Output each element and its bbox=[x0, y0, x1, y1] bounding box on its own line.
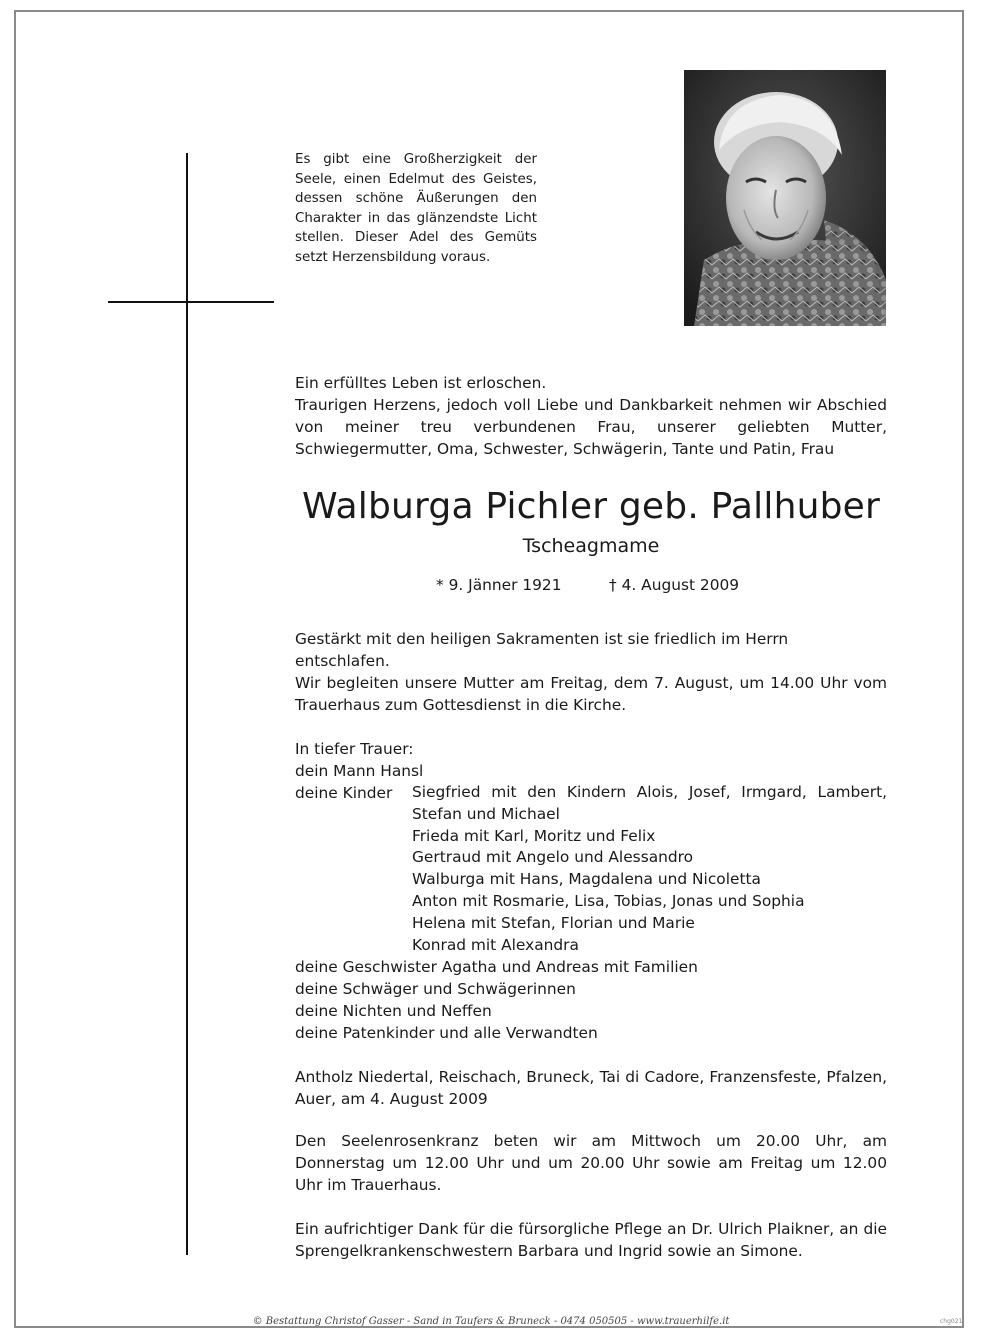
list-item: deine Geschwister Agatha und Andreas mit Familien bbox=[295, 958, 698, 976]
place-date-text: Antholz Niedertal, Reischach, Bruneck, Tai di Cadore, Franzensfeste, Pfalzen, Auer, am 4. August 2009 bbox=[295, 1068, 887, 1108]
children-list bbox=[412, 782, 887, 956]
list-item: Anton mit Rosmarie, Lisa, Tobias, Jonas und Sophia bbox=[412, 891, 805, 910]
list-item: Helena mit Stefan, Florian und Marie bbox=[412, 913, 695, 932]
list-item: Stefan und Michael bbox=[412, 804, 560, 823]
deceased-nickname: Tscheagmame bbox=[522, 535, 660, 557]
footer-credit: © Bestattung Christof Gasser - Sand in Taufers & Bruneck - 0474 050505 - www.trauerhilfe.it bbox=[252, 1316, 730, 1327]
portrait-photo-icon bbox=[684, 70, 886, 326]
death-date: † 4. August 2009 bbox=[609, 576, 740, 594]
document-code: chg021 bbox=[940, 1318, 963, 1325]
list-item: Walburga mit Hans, Magdalena und Nicoletta bbox=[412, 870, 761, 889]
mourners-heading: In tiefer Trauer: bbox=[295, 740, 414, 758]
memorial-quote: Es gibt eine Großherzigkeit der Seele, einen Edelmut des Geistes, dessen schöne Äußerungen den Charakter in das glänzendste Licht stellen. Dieser Adel des Gemüts setzt Herzensbildung voraus. bbox=[295, 152, 537, 265]
funeral-text: Wir begleiten unsere Mutter am Freitag, dem 7. August, um 14.00 Uhr vom Trauerhaus zum Gottesdienst in die Kirche. bbox=[295, 674, 887, 714]
sacraments-text: Gestärkt mit den heiligen Sakramenten ist sie friedlich im Herrn entschlafen. bbox=[295, 630, 789, 670]
cross-vertical-bar bbox=[186, 153, 188, 1255]
birth-date: * 9. Jänner 1921 bbox=[436, 576, 562, 594]
list-item: Siegfried mit den Kindern Alois, Josef, Irmgard, Lambert, bbox=[412, 783, 887, 801]
thanks-text: Ein aufrichtiger Dank für die fürsorgliche Pflege an Dr. Ulrich Plaikner, an die Sprengelkrankenschwestern Barbara und Ingrid sowie an Simone. bbox=[295, 1220, 887, 1260]
deceased-name: Walburga Pichler geb. Pallhuber bbox=[302, 486, 880, 527]
cross-horizontal-bar bbox=[108, 301, 274, 303]
intro-line: Ein erfülltes Leben ist erloschen. bbox=[295, 374, 547, 392]
list-item: Konrad mit Alexandra bbox=[412, 935, 579, 954]
list-item: Frieda mit Karl, Moritz und Felix bbox=[412, 826, 656, 845]
intro-paragraph: Traurigen Herzens, jedoch voll Liebe und Dankbarkeit nehmen wir Abschied von meiner treu verbundenen Frau, unserer geliebten Mutter, Schwiegermutter, Oma, Schwester, Schwägerin, Tante und Patin, Frau bbox=[295, 396, 887, 458]
mourner-husband: dein Mann Hansl bbox=[295, 762, 424, 780]
children-label: deine Kinder bbox=[295, 784, 393, 802]
rosary-text: Den Seelenrosenkranz beten wir am Mittwoch um 20.00 Uhr, am Donnerstag um 12.00 Uhr und um 20.00 Uhr sowie am Freitag um 12.00 Uhr im Trauerhaus. bbox=[295, 1132, 887, 1194]
list-item: deine Patenkinder und alle Verwandten bbox=[295, 1024, 598, 1042]
list-item: deine Nichten und Neffen bbox=[295, 1002, 492, 1020]
list-item: deine Schwäger und Schwägerinnen bbox=[295, 980, 576, 998]
list-item: Gertraud mit Angelo und Alessandro bbox=[412, 848, 694, 867]
portrait-photo bbox=[684, 70, 886, 326]
